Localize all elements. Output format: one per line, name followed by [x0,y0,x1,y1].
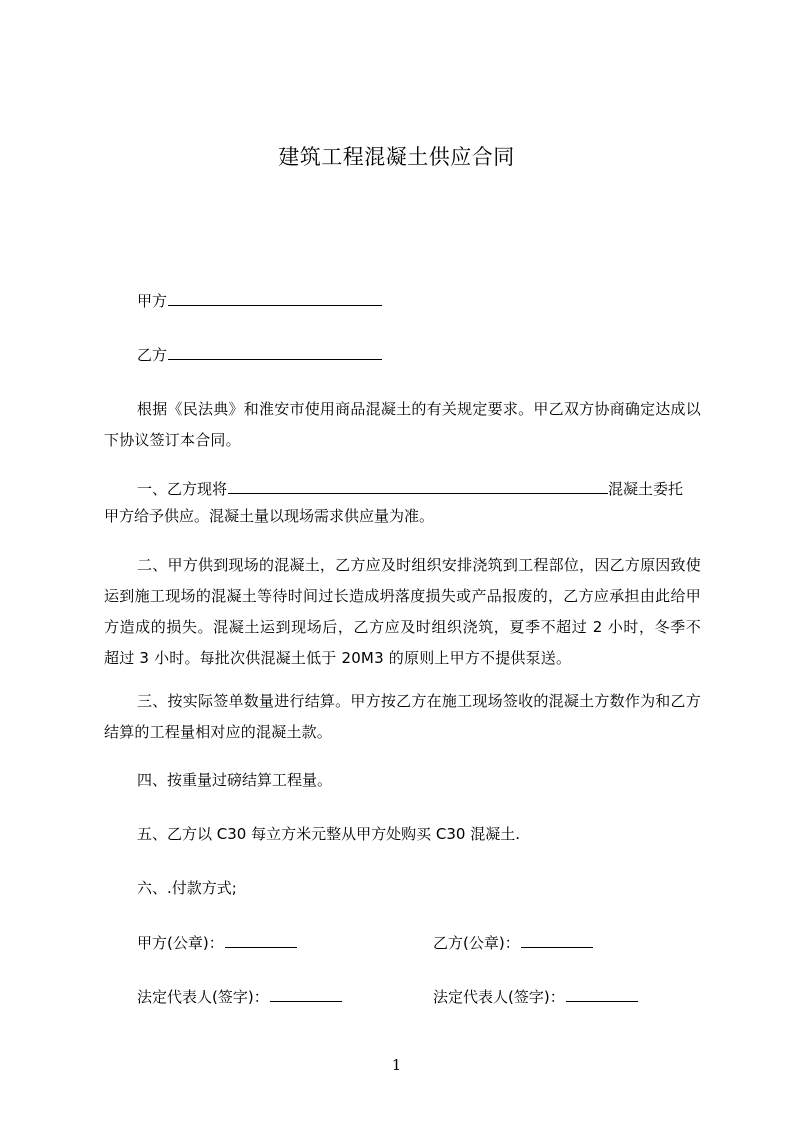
clause-3-paragraph: 三、按实际签单数量进行结算。甲方按乙方在施工现场签收的混凝土方数作为和乙方结算的工程量相对应的混凝土款。 [104,692,701,741]
intro-paragraph: 根据《民法典》和淮安市使用商品混凝土的有关规定要求。甲乙双方协商确定达成以下协议签订本合同。 [104,400,701,449]
clause-1-line-1 [137,477,683,500]
party-a-line [137,289,382,312]
clause-6: 六、.付款方式; [137,879,237,897]
sign-b-rep-blank [566,985,638,1002]
party-b-line [137,343,382,366]
party-a-label: 甲方 [137,292,168,310]
document-title: 建筑工程混凝土供应合同 [278,145,515,169]
sign-b-rep-label: 法定代表人(签字)： [433,988,565,1006]
sign-a-seal-blank [225,931,297,948]
sign-b-seal-label: 乙方(公章)： [433,934,520,952]
clause-2-paragraph: 二、甲方供到现场的混凝土，乙方应及时组织安排浇筑到工程部位，因乙方原因致使运到施工现场的混凝土等待时间过长造成坍落度损失或产品报废的，乙方应承担由此给甲方造成的损失。混凝土运到现场后，乙方应及时组织浇筑，夏季不超过 2 小时，冬季不超过 3 小时。每批次供混凝土低于 20M3 的原则上甲方不提供泵送。 [104,556,701,667]
party-a-blank [168,289,382,306]
page-number: 1 [391,1056,402,1074]
clause-1-blank [228,477,608,494]
clause-1-line-2: 甲方给予供应。混凝土量以现场需求供应量为准。 [104,507,435,525]
sign-a-seal-line [137,931,297,954]
clause-4: 四、按重量过磅结算工程量。 [137,771,333,789]
sign-a-rep-line [137,985,342,1008]
sign-a-rep-blank [270,985,342,1002]
sign-a-rep-label: 法定代表人(签字)： [137,988,269,1006]
sign-b-seal-line [433,931,593,954]
clause-5: 五、乙方以 C30 每立方米元整从甲方处购买 C30 混凝土. [137,825,520,843]
clause-1-suffix: 混凝土委托 [608,480,684,498]
sign-a-seal-label: 甲方(公章)： [137,934,224,952]
party-b-label: 乙方 [137,346,168,364]
sign-b-seal-blank [521,931,593,948]
party-b-blank [168,343,382,360]
clause-1-prefix: 一、乙方现将 [137,480,228,498]
sign-b-rep-line [433,985,638,1008]
